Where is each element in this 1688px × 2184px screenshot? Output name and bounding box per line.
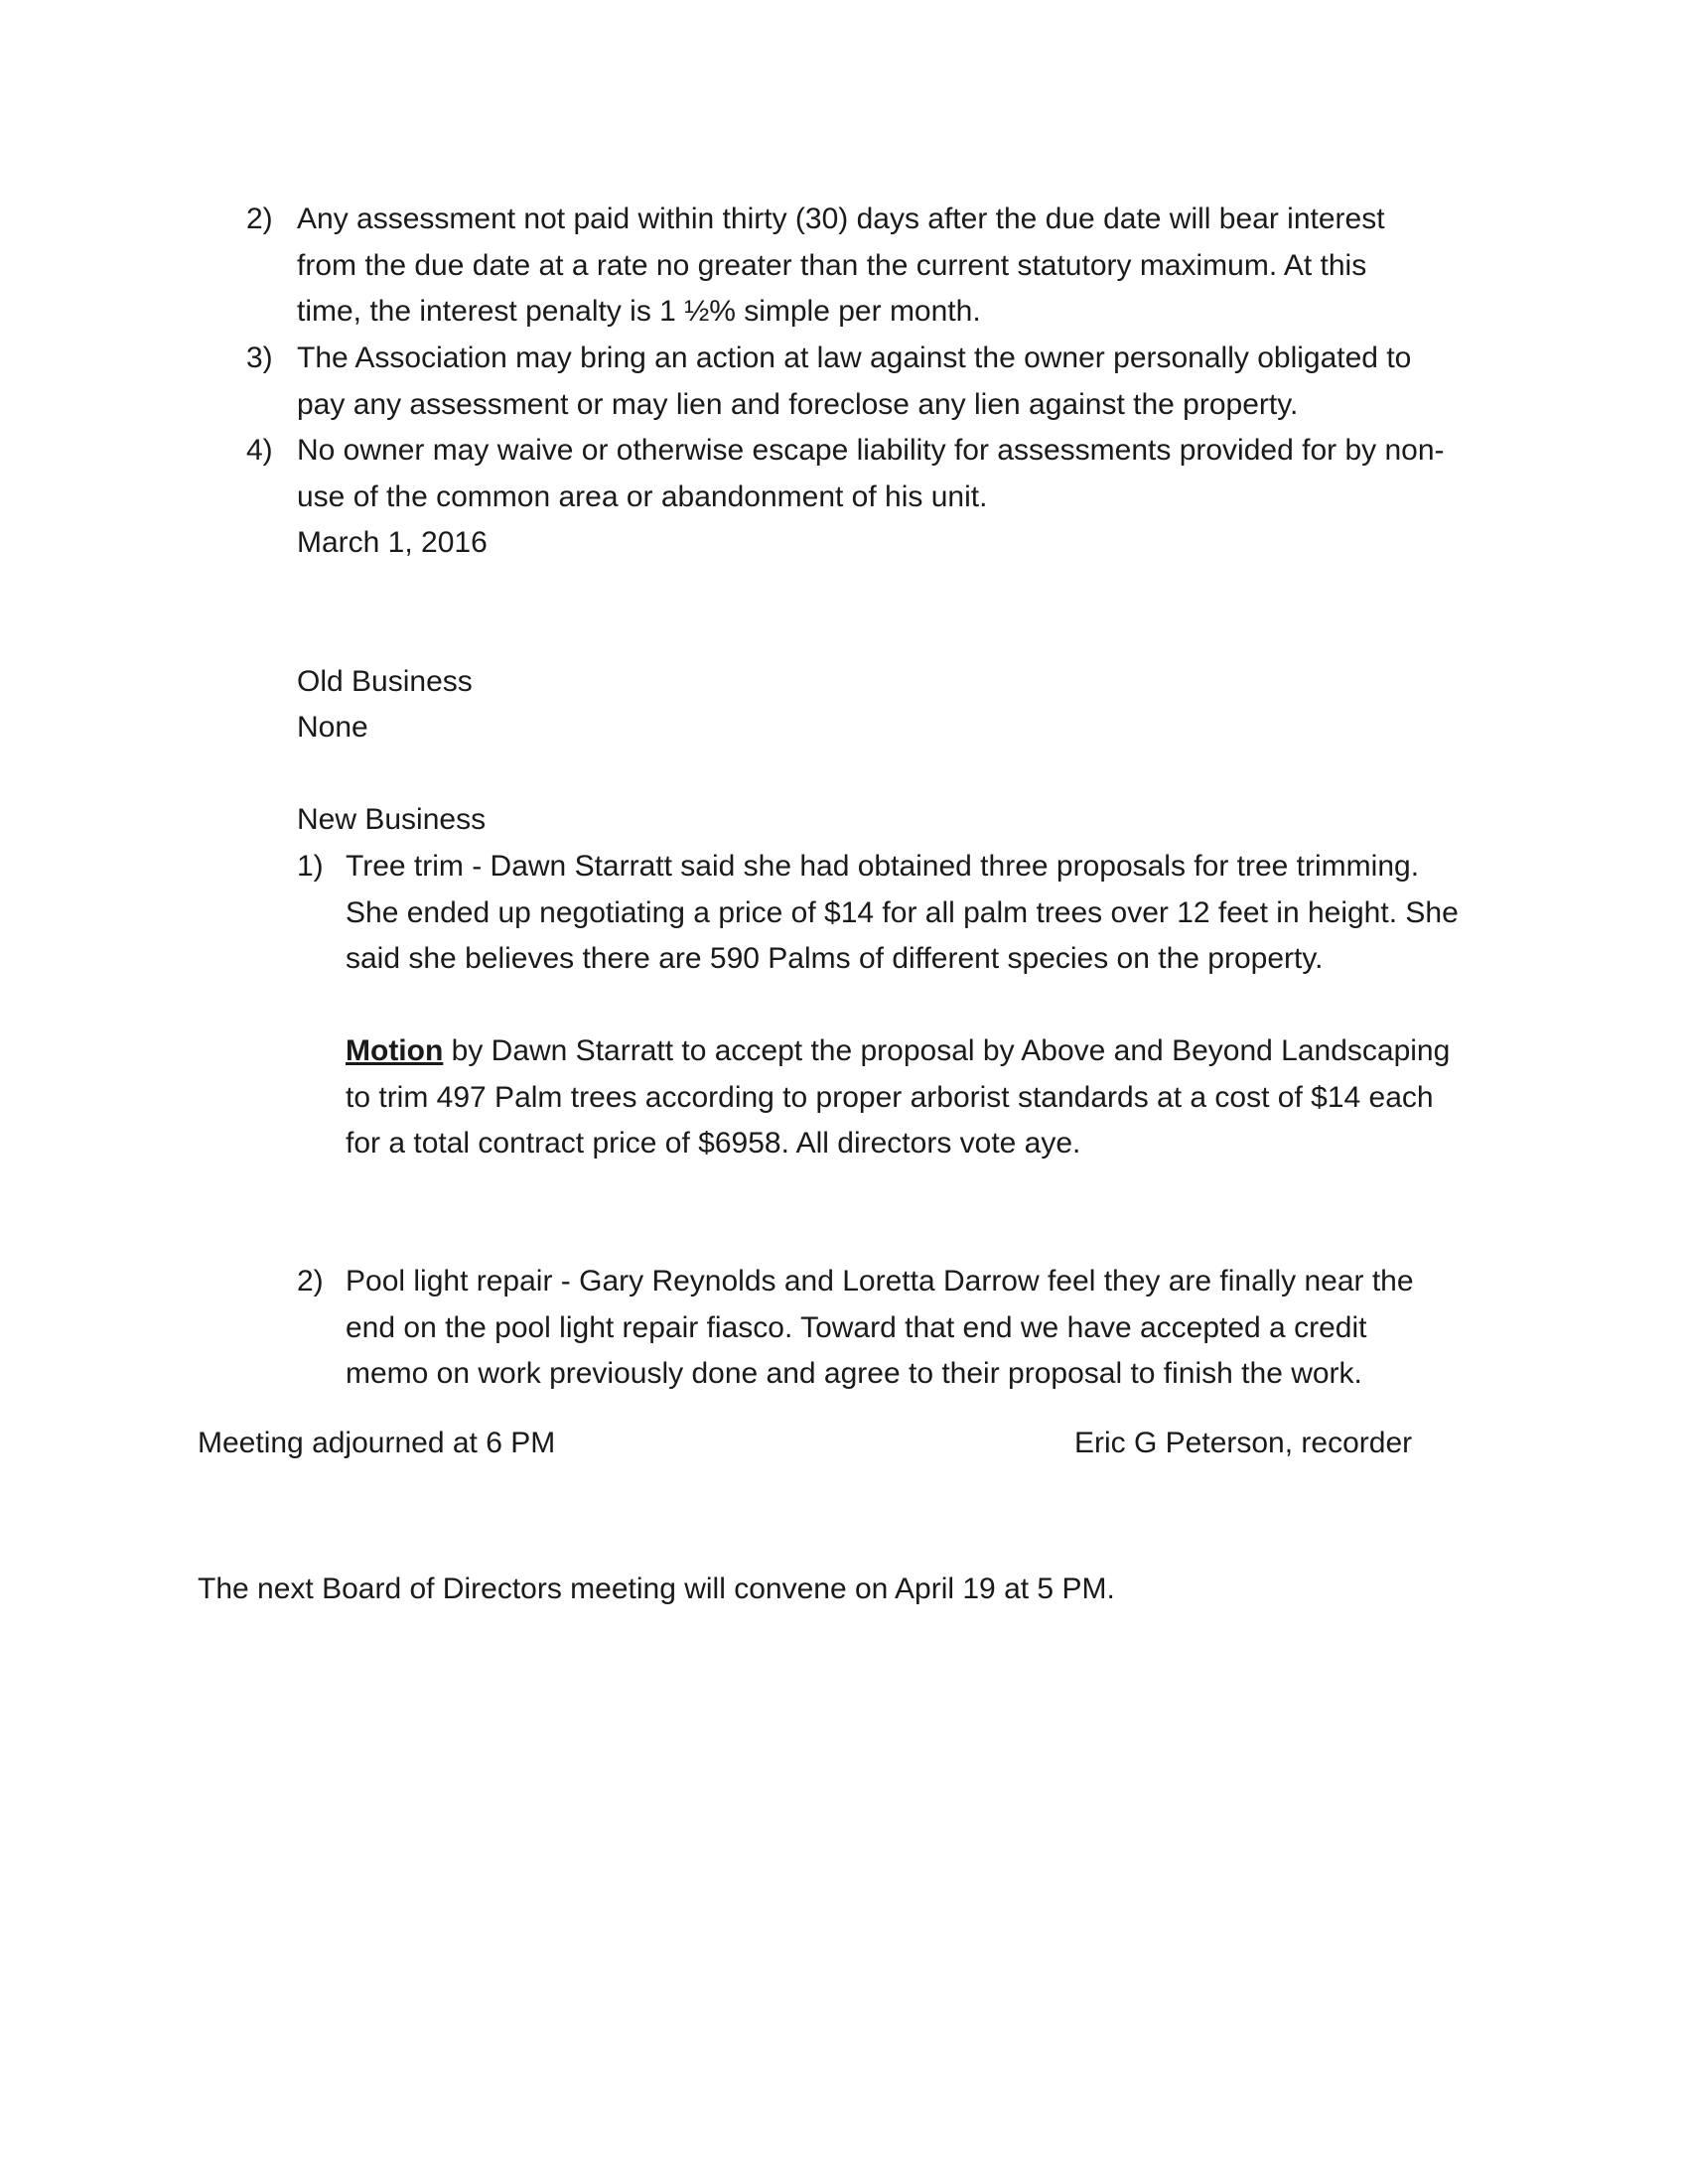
item-1-line-1: Tree trim - Dawn Starratt said she had obtained three proposals for tree trimming. — [346, 850, 1420, 883]
rule-2-number: 2) — [246, 203, 273, 235]
rule-3-number: 3) — [246, 341, 273, 374]
new-business-heading: New Business — [297, 803, 487, 836]
rule-4-text — [297, 428, 1445, 520]
item-1-line-3: said she believes there are 590 Palms of different species on the property. — [346, 942, 1324, 975]
rules-date: March 1, 2016 — [297, 526, 488, 559]
item-2-line-2: end on the pool light repair fiasco. Toward that end we have accepted a credit — [346, 1310, 1367, 1344]
rule-3-text — [297, 336, 1411, 428]
motion-label: Motion — [346, 1034, 444, 1067]
new-business-item-2-text — [346, 1259, 1414, 1398]
item-1-line-2: She ended up negotiating a price of $14 for all palm trees over 12 feet in height. She — [346, 895, 1459, 929]
new-business-item-1-text — [346, 844, 1459, 983]
recorder-text: Eric G Peterson, recorder — [1074, 1427, 1413, 1459]
old-business-content: None — [297, 711, 368, 744]
new-business-item-1-number: 1) — [297, 850, 324, 883]
old-business-heading: Old Business — [297, 665, 473, 698]
rule-3-line-2: pay any assessment or may lien and foreclose any lien against the property. — [297, 387, 1299, 421]
rule-2-line-2: from the due date at a rate no greater than the current statutory maximum. At this — [297, 248, 1367, 282]
motion-line-2: to trim 497 Palm trees according to proper arborist standards at a cost of $14 each — [346, 1080, 1434, 1114]
motion-line-1-rest: by Dawn Starratt to accept the proposal by Above and Beyond Landscaping — [443, 1034, 1451, 1067]
motion-line-1 — [346, 1028, 1450, 1075]
rule-2-line-3: time, the interest penalty is 1 ½% simple per month. — [297, 295, 981, 328]
rule-4-line-1: No owner may waive or otherwise escape liability for assessments provided for by non- — [297, 434, 1445, 467]
motion-line-3: for a total contract price of $6958. All directors vote aye. — [346, 1127, 1081, 1160]
new-business-item-2-number: 2) — [297, 1265, 324, 1297]
rule-3-line-1: The Association may bring an action at law against the owner personally obligated to — [297, 341, 1412, 374]
next-meeting-text: The next Board of Directors meeting will convene on April 19 at 5 PM. — [198, 1572, 1115, 1605]
rule-4-line-2: use of the common area or abandonment of his unit. — [297, 479, 988, 513]
item-2-line-3: memo on work previously done and agree to their proposal to finish the work. — [346, 1357, 1362, 1390]
rule-2-line-1: Any assessment not paid within thirty (30) days after the due date will bear interest — [297, 203, 1385, 235]
rule-2-text — [297, 197, 1385, 336]
motion-block — [346, 1028, 1450, 1167]
item-2-line-1: Pool light repair - Gary Reynolds and Loretta Darrow feel they are finally near the — [346, 1265, 1414, 1297]
rule-4-number: 4) — [246, 434, 273, 467]
adjournment-text: Meeting adjourned at 6 PM — [198, 1427, 556, 1459]
